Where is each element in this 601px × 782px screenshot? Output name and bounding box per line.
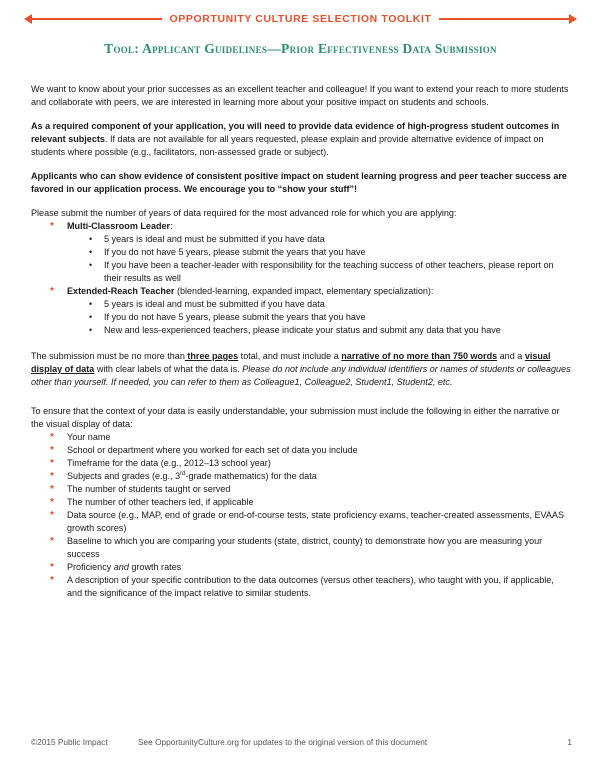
star-icon: *: [50, 536, 54, 547]
context-intro: To ensure that the context of your data is easily understandable, your submission must include the following in either the narrative or the visual display of data:: [31, 406, 560, 429]
requirement-text: The number of other teachers led, if applicable: [67, 497, 254, 507]
role-bullets: [83, 233, 571, 285]
footer-note: See OpportunityCulture.org for updates to the original version of this document: [138, 737, 428, 747]
intro-paragraph: We want to know about your prior successes as an excellent teacher and colleague! If you want to extend your reach to more students and collaborate with peers, we are interested in learning more about your positive impact on students and schools.: [31, 84, 569, 107]
star-icon: *: [50, 510, 54, 521]
header-rule-right: [439, 18, 575, 20]
roles-list: [31, 220, 571, 337]
requirement-text: A description of your specific contribution to the data outcomes (versus other teachers), who taught with you, if applicable, and the significance of the impact relative to similar students.: [67, 575, 554, 598]
toolkit-header: [26, 10, 575, 28]
list-item: [31, 470, 571, 483]
tool-title: Tool: Applicant Guidelines—Prior Effectiveness Data Submission: [104, 41, 497, 56]
star-icon: *: [50, 445, 54, 456]
required-paragraph: [31, 120, 571, 159]
list-item: [31, 561, 571, 574]
requirement-italic: and: [113, 562, 129, 572]
list-item: [31, 509, 571, 535]
document-body: [31, 83, 571, 600]
favored-paragraph: Applicants who can show evidence of consistent positive impact on student learning progress and peer teacher success are favored in our application process. We encourage you to “show your stuff”!: [31, 171, 567, 194]
limits-text: total, and must include a: [238, 351, 342, 361]
star-icon: *: [50, 497, 54, 508]
list-item: • 5 years is ideal and must be submitted if you have data: [83, 233, 571, 246]
limits-narrative: narrative of no more than 750 words: [341, 351, 498, 361]
list-item: • If you do not have 5 years, please submit the years that you have: [83, 246, 571, 259]
requirement-text: School or department where you worked for each set of data you include: [67, 445, 358, 455]
star-icon: *: [50, 432, 54, 443]
list-item: • New and less-experienced teachers, please indicate your status and submit any data that you have: [83, 324, 571, 337]
list-item: • 5 years is ideal and must be submitted if you have data: [83, 298, 571, 311]
star-icon: *: [50, 575, 54, 586]
page-number: 1: [567, 737, 572, 747]
list-item: [31, 431, 571, 444]
requirement-text: Your name: [67, 432, 111, 442]
superscript: rd: [180, 470, 186, 477]
requirement-text: Subjects and grades (e.g., 3: [67, 471, 181, 481]
role-item: [31, 220, 571, 285]
limits-text: and a: [497, 351, 525, 361]
limits-text: with clear labels of what the data is.: [94, 364, 243, 374]
requirement-text: The number of students taught or served: [67, 484, 231, 494]
required-rest: . If data are not available for all years requested, please explain and provide alternative evidence of impact on students where possible (e.g., facilitators, non-assessed grade or subject).: [31, 134, 544, 157]
toolkit-title: OPPORTUNITY CULTURE SELECTION TOOLKIT: [169, 13, 432, 25]
star-icon: *: [50, 471, 54, 482]
list-item: [31, 535, 571, 561]
list-item: • If you do not have 5 years, please submit the years that you have: [83, 311, 571, 324]
limits-paragraph: [31, 350, 571, 389]
star-icon: *: [50, 484, 54, 495]
limits-italic: Please do not include any individual identifiers or names of students or colleagues other than yourself. If needed, you can refer to them as Colleague1, Colleague2, Student1, Student2, etc.: [31, 364, 571, 387]
requirement-text: growth rates: [128, 562, 182, 572]
requirement-text: Data source (e.g., MAP, end of grade or end-of-course tests, state proficiency exams, teacher-created assessments, EVAAS growth scores): [67, 510, 564, 533]
required-bold: As a required component of your application, you will need to provide data evidence of high-progress student outcomes in relevant subjects: [31, 121, 560, 144]
list-item: [31, 457, 571, 470]
role-suffix: :: [170, 221, 173, 231]
role-suffix: (blended-learning, expanded impact, elementary specialization):: [174, 286, 434, 296]
list-item: [31, 444, 571, 457]
header-rule-left: [26, 18, 162, 20]
role-name: Multi-Classroom Leader: [67, 221, 171, 231]
requirement-text: Baseline to which you are comparing your students (state, district, county) to demonstrate how you are measuring your success: [67, 536, 543, 559]
limits-visual: visual display of data: [31, 351, 551, 374]
limits-text: The submission must be no more than: [31, 351, 185, 361]
star-icon: *: [50, 562, 54, 573]
submit-intro: Please submit the number of years of data required for the most advanced role for which you are applying:: [31, 208, 457, 218]
role-bullets: [83, 298, 571, 337]
limits-pages: three pages: [184, 351, 239, 361]
list-item: [31, 483, 571, 496]
page-footer: [31, 737, 572, 747]
requirement-text: Proficiency: [67, 562, 114, 572]
footer-copyright: ©2015 Public Impact: [31, 737, 108, 747]
list-item: • If you have been a teacher-leader with responsibility for the teaching success of other teachers, please report on their results as well: [83, 259, 571, 285]
requirements-list: [31, 431, 571, 600]
list-item: [31, 574, 571, 600]
star-icon: *: [50, 458, 54, 469]
role-name: Extended-Reach Teacher: [67, 286, 175, 296]
role-item: [31, 285, 571, 337]
requirement-text: -grade mathematics) for the data: [185, 471, 317, 481]
requirement-text: Timeframe for the data (e.g., 2012–13 school year): [67, 458, 271, 468]
star-icon: *: [50, 221, 54, 232]
star-icon: *: [50, 286, 54, 297]
list-item: [31, 496, 571, 509]
